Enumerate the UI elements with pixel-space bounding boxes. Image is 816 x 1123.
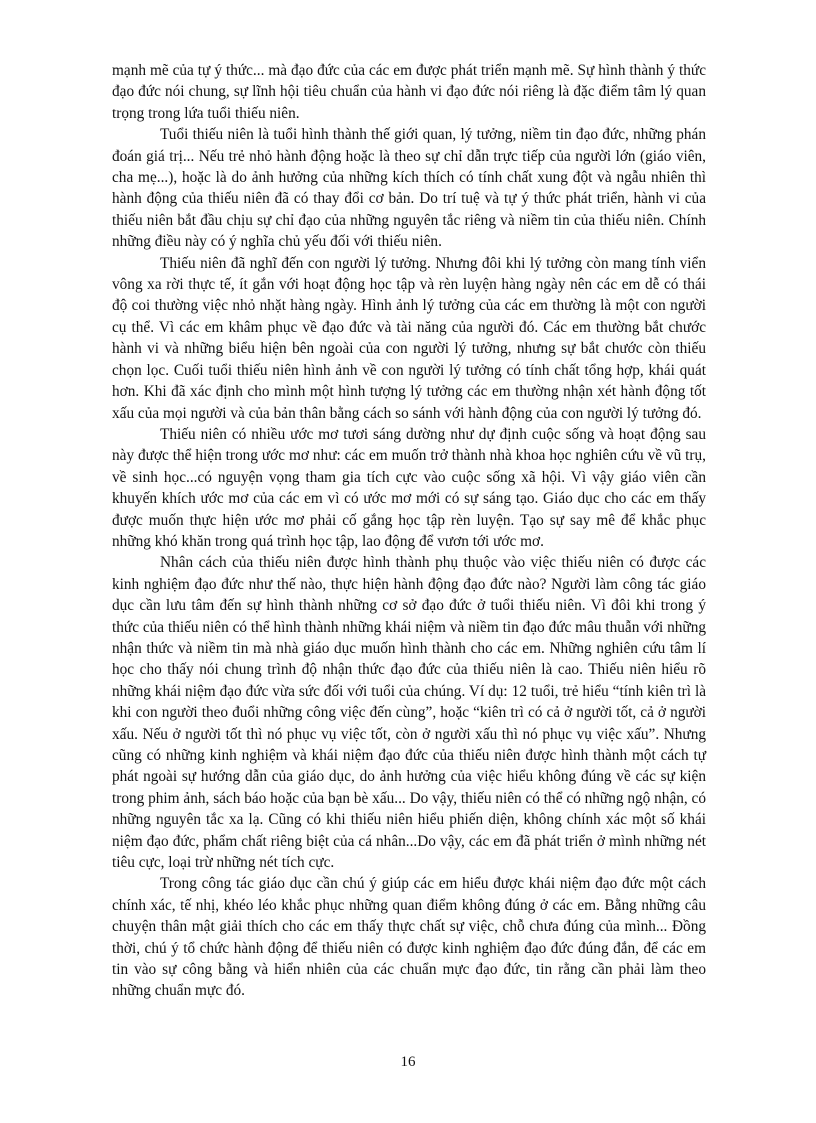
page-number: 16 xyxy=(400,1054,416,1070)
paragraph-6: Trong công tác giáo dục cần chú ý giúp các em hiểu được khái niệm đạo đức một cách chính xác, tế nhị, khéo léo khắc phục những quan điểm không đúng ở các em. Bằng những câu chuyện thân mật giải thích cho các em thấy thực chất sự việc, chỗ chưa đúng của mình... Đồng thời, chú ý tổ chức hành động để thiếu niên có được kinh nghiệm đạo đức đúng đắn, để các em tin vào sự công bằng và hiển nhiên của các chuẩn mực đạo đức, tin rằng cần phải làm theo những chuẩn mực đó. xyxy=(112,875,706,1000)
document-body xyxy=(112,60,706,1002)
paragraph-1: mạnh mẽ của tự ý thức... mà đạo đức của các em được phát triển mạnh mẽ. Sự hình thành ý thức đạo đức nói chung, sự lĩnh hội tiêu chuẩn của hành vi đạo đức nói riêng là đặc điểm tâm lý quan trọng trong lứa tuổi thiếu niên. xyxy=(112,62,706,122)
paragraph-4: Thiếu niên có nhiều ước mơ tươi sáng dường như dự định cuộc sống và hoạt động sau này được thể hiện trong ước mơ như: các em muốn trở thành nhà khoa học nghiên cứu về vũ trụ, về sinh học...có nguyện vọng tham gia tích cực vào cuộc sống xã hội. Vì vậy giáo viên cần khuyến khích ước mơ của các em vì có ước mơ mới có sự sáng tạo. Giáo dục cho các em thấy được muốn thực hiện ước mơ phải cố gắng học tập rèn luyện. Tạo sự say mê để khắc phục những khó khăn trong quá trình học tập, lao động để vươn tới ước mơ. xyxy=(112,425,706,550)
paragraph-2: Tuổi thiếu niên là tuổi hình thành thế giới quan, lý tưởng, niềm tin đạo đức, những phán đoán giá trị... Nếu trẻ nhỏ hành động hoặc là theo sự chỉ dẫn trực tiếp của người lớn (giáo viên, cha mẹ...), hoặc là do ảnh hưởng của những kích thích có tính chất xung đột và ngẫu nhiên thì hành động của thiếu niên đã có thay đổi cơ bản. Do trí tuệ và tự ý thức phát triển, hành vi của thiếu niên bắt đầu chịu sự chỉ đạo của những nguyên tắc riêng và niềm tin của thiếu niên. Chính những điều này có ý nghĩa chủ yếu đối với thiếu niên. xyxy=(112,126,706,251)
paragraph-3: Thiếu niên đã nghĩ đến con người lý tưởng. Nhưng đôi khi lý tưởng còn mang tính viển vông xa rời thực tế, ít gắn với hoạt động học tập và rèn luyện hàng ngày nên các em dễ có thái độ coi thường việc nhỏ nhặt hàng ngày. Hình ảnh lý tưởng của các em thường là một con người cụ thể. Vì các em khâm phục về đạo đức và tài năng của người đó. Các em thường bắt chước hành vi và những biểu hiện bên ngoài của con người lý tưởng, nhưng sự bắt chước còn thiếu chọn lọc. Cuối tuổi thiếu niên hình ảnh về con người lý tưởng có tính chất tổng hợp, khái quát hơn. Khi đã xác định cho mình một hình tượng lý tưởng các em thường nhận xét hành động tốt xấu của mọi người và của bản thân bằng cách so sánh với hành động của con người lý tưởng đó. xyxy=(112,254,706,422)
paragraph-5: Nhân cách của thiếu niên được hình thành phụ thuộc vào việc thiếu niên có được các kinh nghiệm đạo đức như thế nào, thực hiện hành động đạo đức nào? Người làm công tác giáo dục cần lưu tâm đến sự hình thành những cơ sở đạo đức ở tuổi thiếu niên. Vì đôi khi trong ý thức của thiếu niên có thể hình thành những khái niệm và niềm tin đạo đức mâu thuẫn với những nhận thức và niềm tin mà nhà giáo dục muốn hình thành cho các em. Những nghiên cứu tâm lí học cho thấy nói chung trình độ nhận thức đạo đức của thiếu niên là cao. Thiếu niên hiểu rõ những khái niệm đạo đức vừa sức đối với tuổi của chúng. Ví dụ: 12 tuổi, trẻ hiểu “tính kiên trì là khi con người theo đuổi những công việc đến cùng”, hoặc “kiên trì có cả ở người tốt, cả ở người xấu. Nếu ở người tốt thì nó phục vụ việc tốt, còn ở người xấu thì nó phục vụ việc xấu”. Nhưng cũng có những kinh nghiệm và khái niệm đạo đức của thiếu niên được hình thành một cách tự phát ngoài sự hướng dẫn của giáo dục, do ảnh hưởng của việc hiểu không đúng về các sự kiện trong phim ảnh, sách báo hoặc của bạn bè xấu... Do vậy, thiếu niên có thể có những ngộ nhận, có những nguyên tắc xa lạ. Cũng có khi thiếu niên hiểu phiến diện, không chính xác một số khái niệm đạo đức, phẩm chất riêng biệt của cá nhân...Do vậy, các em đã phát triển ở mình những nét tiêu cực, loại trừ những nét tích cực. xyxy=(112,554,706,872)
